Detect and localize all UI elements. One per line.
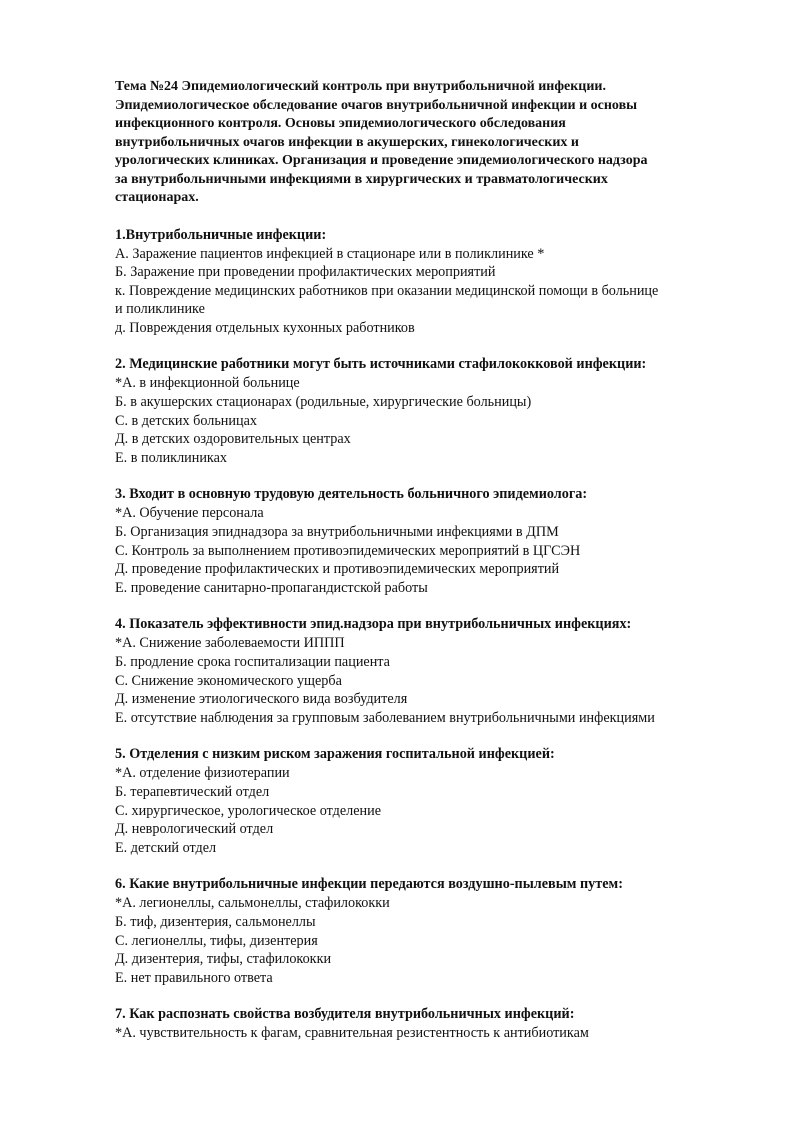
answer-option: *А. Обучение персонала: [115, 505, 264, 522]
answer-option: Е. в поликлиниках: [115, 449, 227, 466]
answer-option: Е. проведение санитарно-пропагандистской работы: [115, 579, 428, 596]
answer-option: Е. детский отдел: [115, 839, 217, 856]
question-heading: 1.Внутрибольничные инфекции:: [115, 226, 327, 243]
answer-option: С. Снижение экономического ущерба: [115, 672, 342, 689]
question-block: [115, 355, 755, 467]
answer-option: *А. легионеллы, сальмонеллы, стафилококки: [115, 895, 390, 912]
answer-option: С. хирургическое, урологическое отделение: [115, 802, 382, 819]
question-heading: 3. Входит в основную трудовую деятельность больничного эпидемиолога:: [115, 486, 588, 503]
question-block: [115, 745, 755, 857]
question-block: [115, 875, 755, 987]
answer-option: *А. чувствительность к фагам, сравнительная резистентность к антибиотикам: [115, 1025, 589, 1042]
question-heading: 2. Медицинские работники могут быть источниками стафилококковой инфекции:: [115, 356, 647, 373]
question-block: [115, 485, 755, 597]
answer-option: Д. дизентерия, тифы, стафилококки: [115, 951, 332, 968]
answer-option: С. легионеллы, тифы, дизентерия: [115, 932, 318, 949]
answer-option: Е. отсутствие наблюдения за групповым заболеванием внутрибольничными инфекциями: [115, 709, 655, 726]
answer-option: *А. в инфекционной больнице: [115, 375, 300, 392]
question-heading: 6. Какие внутрибольничные инфекции передаются воздушно-пылевым путем:: [115, 876, 623, 893]
answer-option: *А. отделение физиотерапии: [115, 765, 290, 782]
document-page: [115, 78, 755, 1043]
answer-option: Б. тиф, дизентерия, сальмонеллы: [115, 913, 316, 930]
answer-option: Д. изменение этиологического вида возбудителя: [115, 691, 408, 708]
question-heading: 5. Отделения с низким риском заражения госпитальной инфекцией:: [115, 746, 555, 763]
answer-option: д. Повреждения отдельных кухонных работников: [115, 319, 415, 336]
answer-option: Д. неврологический отдел: [115, 821, 274, 838]
question-heading: 4. Показатель эффективности эпид.надзора при внутрибольничных инфекциях:: [115, 616, 632, 633]
answer-option: С. Контроль за выполнением противоэпидемических мероприятий в ЦГСЭН: [115, 542, 581, 559]
question-list: [115, 226, 755, 1043]
question-heading: 7. Как распознать свойства возбудителя внутрибольничных инфекций:: [115, 1006, 575, 1023]
answer-option: Б. терапевтический отдел: [115, 783, 270, 800]
answer-option: Д. в детских оздоровительных центрах: [115, 431, 351, 448]
question-block: [115, 615, 755, 727]
question-block: [115, 1005, 755, 1043]
document-title: Тема №24 Эпидемиологический контроль при внутрибольничной инфекции. Эпидемиологическое обследование очагов внутрибольничной инфекции и основы инфекционного контроля. Основы эпидемиологического обследования внутрибольничных очагов инфекции в акушерских, гинекологических и урологических клиниках. Организация и проведение эпидемиологического надзора за внутрибольничными инфекциями в хирургических и травматологических стационарах.: [115, 79, 648, 205]
answer-option: к. Повреждение медицинских работников при оказании медицинской помощи в больнице: [115, 282, 659, 299]
answer-option: Б. в акушерских стационарах (родильные, хирургические больницы): [115, 394, 532, 411]
answer-option: Д. проведение профилактических и противоэпидемических мероприятий: [115, 561, 560, 578]
answer-option: А. Заражение пациентов инфекцией в стационаре или в поликлинике *: [115, 245, 545, 262]
answer-option: Е. нет правильного ответа: [115, 969, 273, 986]
answer-option: Б. Организация эпиднадзора за внутрибольничными инфекциями в ДПМ: [115, 524, 559, 541]
answer-option: *А. Снижение заболеваемости ИППП: [115, 635, 345, 652]
answer-option: С. в детских больницах: [115, 412, 257, 429]
answer-option: Б. Заражение при проведении профилактических мероприятий: [115, 264, 496, 281]
answer-option: Б. продление срока госпитализации пациента: [115, 654, 390, 670]
answer-option: и поликлинике: [115, 301, 205, 318]
question-block: [115, 226, 755, 338]
